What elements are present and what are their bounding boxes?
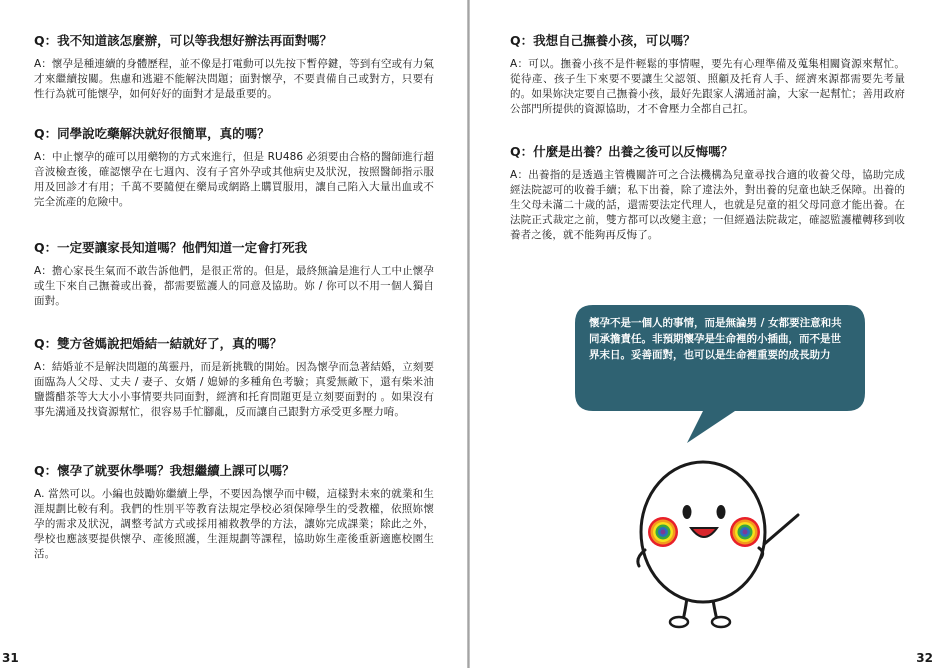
- question-6: Q：我想自己撫養小孩，可以嗎？: [510, 33, 696, 48]
- answer-1: A：懷孕是種連續的身體歷程，並不像是打電動可以先按下暫停鍵，等到有空或有力氣才來繼續按關。焦慮和逃避不能解決問題；面對懷孕，不要責備自己或對方，只要有性行為就可能懷孕，如何好好的面對才是最重要的。: [34, 58, 434, 100]
- page-number-right: 32: [916, 651, 933, 665]
- question-1: Q：我不知道該怎麼辦，可以等我想好辦法再面對嗎？: [34, 33, 333, 48]
- question-2: Q：同學說吃藥解決就好很簡單，真的嗎？: [34, 126, 270, 141]
- qa-item-5: [34, 463, 434, 562]
- speech-bubble-text: 懷孕不是一個人的事情，而是無論男 / 女都要注意和共同承擔責任。非預期懷孕是生命裡的小插曲，而不是世界末日。妥善面對，也可以是生命裡重要的成長助力: [589, 317, 842, 361]
- answer-5: A. 當然可以。小編也鼓勵妳繼續上學，不要因為懷孕而中輟，這樣對未來的就業和生涯規劃比較有利。我們的性別平等教育法規定學校必須保障學生的受教權，依照妳懷孕的需求及狀況，調整考試方式或採用補救教學的方法，讓妳完成課業；除此之外，學校也應該要提供懷孕、產後照護，生涯規劃等課程，協助妳生產後重新適應校園生活。: [34, 488, 434, 560]
- answer-2: A：中止懷孕的確可以用藥物的方式來進行，但是 RU486 必須要由合格的醫師進行超音波檢查後，確認懷孕在七週內、沒有子宮外孕或其他病史及狀況，按照醫師指示服用及回診才有用；千萬不要隨便在藥局或網路上購買服用，讓自己陷入大量出血或不完全流產的危險中。: [34, 151, 434, 208]
- qa-item-2: [34, 126, 434, 210]
- right-cheek-rainbow-icon: [730, 517, 760, 547]
- answer-4: A：結婚並不是解決問題的萬靈丹，而是新挑戰的開始。因為懷孕而急著結婚，立刻要面臨為人父母、丈夫 / 妻子、女婿 / 媳婦的多種角色考驗；真愛無敵下，還有柴米油鹽醬醋茶等大大小小事情要共同面對，經濟和托育問題更是立刻要面對的 。如果沒有事先溝通及找資源幫忙，很容易手忙腳亂，反而讓自己跟對方承受更多壓力唷。: [34, 361, 434, 418]
- page-number-left: 31: [2, 651, 19, 665]
- question-5: Q：懷孕了就要休學嗎？我想繼續上課可以嗎？: [34, 463, 295, 478]
- qa-item-6: [510, 33, 905, 117]
- question-4: Q：雙方爸媽說把婚結一結就好了，真的嗎？: [34, 336, 283, 351]
- answer-6: A：可以。撫養小孩不是件輕鬆的事情喔，要先有心理準備及蒐集相關資源來幫忙。從待產、孩子生下來要不要讓生父認領、照顧及托育人手、經濟來源都需要先考量的。如果妳決定要自己撫養小孩，最好先跟家人溝通討論，大家一起幫忙；善用政府公部門所提供的資源協助，才不會壓力全都自己扛。: [510, 58, 905, 115]
- answer-7: A：出養指的是透過主管機關許可之合法機構為兒童尋找合適的收養父母，協助完成經法院認可的收養手續；私下出養，除了違法外，對出養的兒童也缺乏保障。出養的生父母未滿二十歲的話，還需要法定代理人，也就是兒童的祖父母同意才能出養。在法院正式裁定之前，雙方都可以改變主意；一但經過法院裁定，確認監護權轉移到收養者之後，就不能夠再反悔了。: [510, 169, 905, 241]
- left-page: [0, 0, 467, 668]
- right-page: [470, 0, 937, 668]
- left-cheek-rainbow-icon: [648, 517, 678, 547]
- right-eye: [717, 505, 726, 519]
- speech-bubble: [575, 305, 865, 445]
- qa-item-3: [34, 240, 434, 309]
- answer-3: A：擔心家長生氣而不敢告訴他們，是很正常的。但是，最終無論是進行人工中止懷孕或生下來自己撫養或出養，都需要監護人的同意及協助。妳 / 你可以不用一個人獨自面對。: [34, 265, 434, 307]
- question-7: Q：什麼是出養？出養之後可以反悔嗎？: [510, 144, 734, 159]
- mascot-character: [635, 440, 810, 630]
- qa-item-7: [510, 144, 905, 243]
- qa-item-4: [34, 336, 434, 420]
- left-eye: [683, 505, 692, 519]
- question-3: Q：一定要讓家長知道嗎？他們知道一定會打死我: [34, 240, 308, 255]
- qa-item-1: [34, 33, 434, 102]
